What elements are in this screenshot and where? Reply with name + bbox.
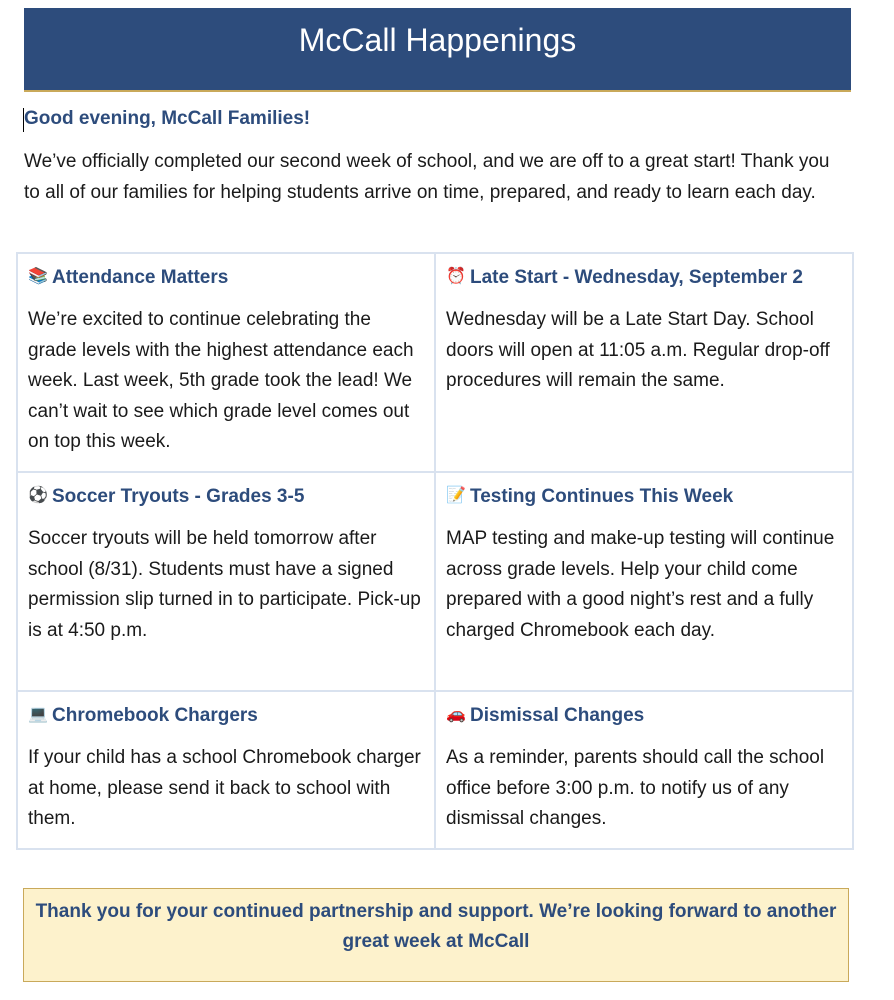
newsletter-title: McCall Happenings [298,22,577,58]
memo-icon: 📝 [446,487,466,504]
newsletter-banner [24,8,851,92]
section-chromebook-chargers [17,691,435,849]
intro-paragraph: We’ve officially completed our second week of school, and we are off to a great start! Thank you to all of our families for helping students arrive on time, prepared, and ready to learn each day. [24,151,830,203]
section-body: MAP testing and make-up testing will continue across grade levels. Help your child come prepared with a good night’s rest and a fully charged Chromebook each day. [446,528,835,641]
soccer-ball-icon: ⚽ [28,487,48,504]
laptop-icon: 💻 [28,706,48,723]
section-title: ⚽ Soccer Tryouts - Grades 3-5 [28,483,424,509]
books-icon: 📚 [28,268,48,285]
section-title: ⏰ Late Start - Wednesday, September 2 [446,264,842,290]
section-title: 💻 Chromebook Chargers [28,702,424,728]
section-soccer-tryouts [17,472,435,691]
section-testing [435,472,853,691]
car-icon: 🚗 [446,706,466,723]
greeting-heading: Good evening, McCall Families! [24,108,311,129]
closing-callout [23,888,849,982]
section-title: 🚗 Dismissal Changes [446,702,842,728]
section-late-start [435,253,853,472]
alarm-clock-icon: ⏰ [446,268,466,285]
section-body: Soccer tryouts will be held tomorrow after school (8/31). Students must have a signed permission slip turned in to participate. Pick-up is at 4:50 p.m. [28,528,421,641]
section-title: 📚 Attendance Matters [28,264,424,290]
section-body: Wednesday will be a Late Start Day. School doors will open at 11:05 a.m. Regular drop-off procedures will remain the same. [446,309,830,391]
section-attendance [17,253,435,472]
section-body: If your child has a school Chromebook charger at home, please send it back to school with them. [28,747,421,829]
section-dismissal-changes [435,691,853,849]
section-title: 📝 Testing Continues This Week [446,483,842,509]
section-body: As a reminder, parents should call the school office before 3:00 p.m. to notify us of any dismissal changes. [446,747,825,829]
section-body: We’re excited to continue celebrating the grade levels with the highest attendance each week. Last week, 5th grade took the lead! We can’t wait to see which grade level comes out on top this week. [28,309,414,452]
closing-message: Thank you for your continued partnership and support. We’re looking forward to another great week at McCall [35,901,837,952]
announcements-grid [16,252,854,850]
